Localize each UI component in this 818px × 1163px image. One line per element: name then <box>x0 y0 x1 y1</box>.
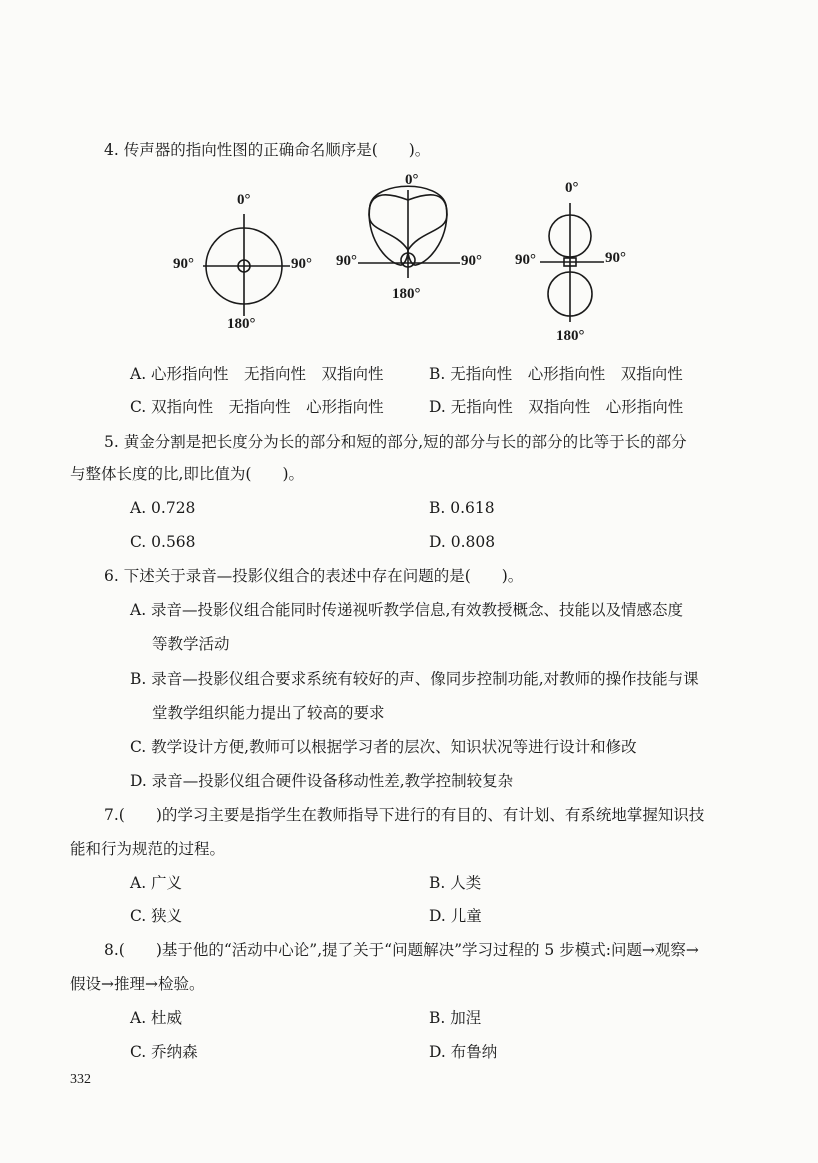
figure-cardioid <box>358 186 460 278</box>
q5-option-a: A. 0.728 <box>130 499 196 517</box>
q6-option-a-line1: A. 录音—投影仪组合能同时传递视听教学信息,有效教授概念、技能以及情感态度 <box>130 601 683 619</box>
q4-option-c: C. 双指向性 无指向性 心形指向性 <box>130 398 384 416</box>
fig2-label-top: 0° <box>405 172 419 188</box>
page-number: 332 <box>70 1072 91 1087</box>
fig1-label-right: 90° <box>291 256 312 272</box>
q7-stem-line1: 7.( )的学习主要是指学生在教师指导下进行的有目的、有计划、有系统地掌握知识技 <box>104 806 705 824</box>
q8-option-d: D. 布鲁纳 <box>429 1043 498 1061</box>
q5-option-c: C. 0.568 <box>130 533 196 551</box>
fig3-label-bottom: 180° <box>556 328 585 344</box>
q8-option-b: B. 加涅 <box>429 1009 482 1027</box>
q8-stem-line2: 假设→推理→检验。 <box>70 975 205 993</box>
q4-option-d: D. 无指向性 双指向性 心形指向性 <box>429 398 684 416</box>
q6-option-d: D. 录音—投影仪组合硬件设备移动性差,教学控制较复杂 <box>130 772 514 790</box>
fig2-label-bottom: 180° <box>392 286 421 302</box>
fig1-label-left: 90° <box>173 256 194 272</box>
q8-option-c: C. 乔纳森 <box>130 1043 198 1061</box>
q7-stem-line2: 能和行为规范的过程。 <box>70 840 226 858</box>
q7-option-c: C. 狭义 <box>130 907 183 925</box>
fig2-label-left: 90° <box>336 253 357 269</box>
figure-omnidirectional <box>203 214 290 316</box>
q5-stem-line2: 与整体长度的比,即比值为( )。 <box>70 465 305 483</box>
fig1-label-top: 0° <box>237 192 251 208</box>
figure-bidirectional <box>540 203 604 322</box>
q5-option-b: B. 0.618 <box>429 499 495 517</box>
fig1-label-bottom: 180° <box>227 316 256 332</box>
q5-option-d: D. 0.808 <box>429 533 496 551</box>
fig3-label-left: 90° <box>515 252 536 268</box>
q4-option-a: A. 心形指向性 无指向性 双指向性 <box>130 365 384 383</box>
q7-option-b: B. 人类 <box>429 874 482 892</box>
q6-option-c: C. 教学设计方便,教师可以根据学习者的层次、知识状况等进行设计和修改 <box>130 738 637 756</box>
q5-stem-line1: 5. 黄金分割是把长度分为长的部分和短的部分,短的部分与长的部分的比等于长的部分 <box>104 433 687 451</box>
q7-option-d: D. 儿童 <box>429 907 482 925</box>
q8-option-a: A. 杜威 <box>130 1009 183 1027</box>
fig3-label-top: 0° <box>565 180 579 196</box>
q6-option-b-line1: B. 录音—投影仪组合要求系统有较好的声、像同步控制功能,对教师的操作技能与课 <box>130 670 699 688</box>
q4-stem: 4. 传声器的指向性图的正确命名顺序是( )。 <box>104 141 431 159</box>
q7-option-a: A. 广义 <box>130 874 183 892</box>
fig3-label-right: 90° <box>605 250 626 266</box>
q6-option-b-line2: 堂教学组织能力提出了较高的要求 <box>152 704 385 722</box>
q6-stem: 6. 下述关于录音—投影仪组合的表述中存在问题的是( )。 <box>104 567 524 585</box>
q8-stem-line1: 8.( )基于他的“活动中心论”,提了关于“问题解决”学习过程的 5 步模式:问题→观察→ <box>104 941 699 959</box>
fig2-label-right: 90° <box>461 253 482 269</box>
q6-option-a-line2: 等教学活动 <box>152 635 230 653</box>
q4-option-b: B. 无指向性 心形指向性 双指向性 <box>429 365 683 383</box>
